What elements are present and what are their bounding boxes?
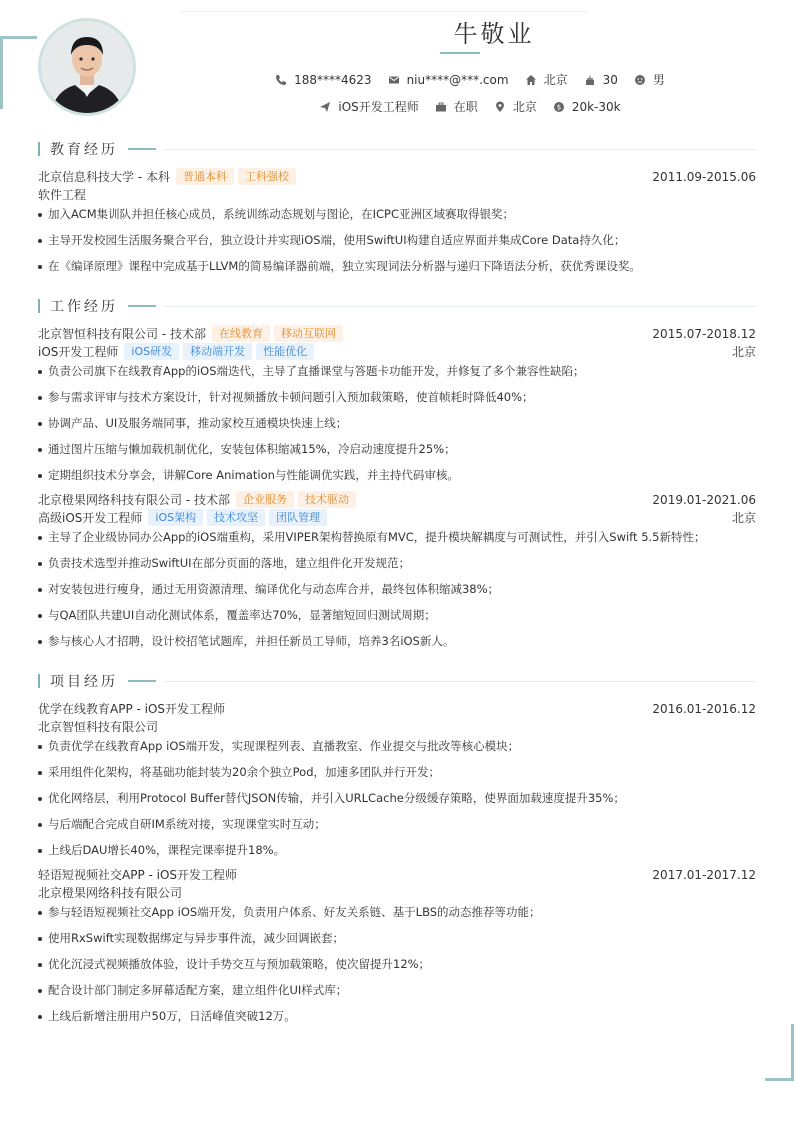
- work-entry-header: [38, 491, 756, 508]
- school-tag: 工科强校: [238, 168, 296, 185]
- work-location: 北京: [731, 345, 756, 359]
- role-tag: 团队管理: [269, 509, 327, 526]
- target-city-text: 北京: [512, 100, 537, 114]
- contact-info-row: [150, 71, 790, 88]
- list-item: 配合设计部门制定多屏幕适配方案，建立组件化UI样式库；: [38, 983, 756, 1009]
- send-icon: [319, 101, 331, 113]
- age-text: 30: [602, 72, 618, 87]
- project-name: 优学在线教育APP - iOS开发工程师: [38, 702, 226, 716]
- projects-section-title: 项目经历: [38, 672, 756, 690]
- major-row: [38, 186, 756, 203]
- city-text: 北京: [543, 73, 568, 87]
- company-tag: 移动互联网: [274, 325, 343, 342]
- list-item: 上线后新增注册用户50万，日活峰值突破12万。: [38, 1009, 756, 1035]
- school-tag: 普通本科: [176, 168, 234, 185]
- gender-icon: [634, 74, 646, 86]
- role-title: 高级iOS开发工程师: [38, 511, 143, 525]
- education-entry-header: [38, 168, 756, 185]
- list-item: 对安装包进行瘦身，通过无用资源清理、编译优化与动态库合并，最终包体积缩减38%；: [38, 582, 756, 608]
- project-entry-header: [38, 866, 756, 883]
- svg-text:$: $: [556, 103, 562, 111]
- company-name: 北京橙果网络科技有限公司 - 技术部: [38, 493, 230, 507]
- status-text: 在职: [453, 100, 478, 114]
- email-text: niu****@***.com: [406, 72, 509, 87]
- project-company: 北京智恒科技有限公司: [38, 720, 159, 734]
- project-company-row: [38, 884, 756, 901]
- list-item: 定期组织技术分享会，讲解Core Animation与性能调优实践，并主持代码审核。: [38, 468, 756, 494]
- role-title: iOS开发工程师: [38, 345, 119, 359]
- top-divider: [180, 11, 588, 12]
- gender-item: [634, 71, 665, 88]
- briefcase-icon: [435, 101, 447, 113]
- target-city-item: [494, 98, 537, 115]
- position-item: [319, 98, 418, 115]
- list-item: 采用组件化架构，将基础功能封装为20余个独立Pod，加速多团队并行开发；: [38, 765, 756, 791]
- work-period: 2015.07-2018.12: [652, 326, 756, 341]
- list-item: 负责技术选型并推动SwiftUI在部分页面的落地，建立组件化开发规范；: [38, 556, 756, 582]
- city-item: [525, 71, 568, 88]
- project-company-row: [38, 718, 756, 735]
- work-role-row: [38, 343, 756, 360]
- job-intention-row: [150, 98, 790, 115]
- list-item: 通过图片压缩与懒加载机制优化，安装包体积缩减15%，冷启动速度提升25%；: [38, 442, 756, 468]
- project-bullets: [38, 905, 756, 1035]
- list-item: 参与需求评审与技术方案设计，针对视频播放卡顿问题引入预加载策略，使首帧耗时降低40%；: [38, 390, 756, 416]
- project-company: 北京橙果网络科技有限公司: [38, 886, 183, 900]
- home-icon: [525, 74, 537, 86]
- role-tag: 性能优化: [256, 343, 314, 360]
- company-name: 北京智恒科技有限公司 - 技术部: [38, 327, 206, 341]
- salary-text: 20k-30k: [571, 99, 621, 114]
- corner-decoration-bottom-right: [765, 1024, 794, 1081]
- name-underline: [440, 52, 480, 54]
- list-item: 负责优学在线教育App iOS端开发，实现课程列表、直播教室、作业提交与批改等核心模块；: [38, 739, 756, 765]
- list-item: 协调产品、UI及服务端同事，推动家校互通模块快速上线；: [38, 416, 756, 442]
- school-name: 北京信息科技大学 - 本科: [38, 170, 170, 184]
- work-bullets: [38, 530, 756, 660]
- gender-text: 男: [652, 73, 665, 87]
- phone-text: 188****4623: [294, 72, 372, 87]
- role-tag: 移动端开发: [183, 343, 252, 360]
- project-name: 轻语短视频社交APP - iOS开发工程师: [38, 868, 238, 882]
- role-tag: iOS研发: [124, 343, 179, 360]
- salary-item: [553, 100, 621, 114]
- list-item: 加入ACM集训队并担任核心成员，系统训练动态规划与图论，在ICPC亚洲区域赛取得银奖；: [38, 207, 756, 233]
- project-period: 2017.01-2017.12: [652, 867, 756, 882]
- project-entry-header: [38, 700, 756, 717]
- list-item: 与后端配合完成自研IM系统对接，实现课堂实时互动；: [38, 817, 756, 843]
- education-period: 2011.09-2015.06: [652, 169, 756, 184]
- cake-icon: [584, 74, 596, 86]
- work-entry-header: [38, 325, 756, 342]
- mail-icon: [388, 74, 400, 86]
- list-item: 使用RxSwift实现数据绑定与异步事件流，减少回调嵌套；: [38, 931, 756, 957]
- role-tag: 技术攻坚: [207, 509, 265, 526]
- company-tag: 企业服务: [236, 491, 294, 508]
- role-tag: iOS架构: [148, 509, 203, 526]
- list-item: 优化沉浸式视频播放体验，设计手势交互与预加载策略，使次留提升12%；: [38, 957, 756, 983]
- project-period: 2016.01-2016.12: [652, 701, 756, 716]
- email-item: [388, 73, 509, 87]
- work-bullets: [38, 364, 756, 494]
- major-text: 软件工程: [38, 188, 87, 202]
- project-bullets: [38, 739, 756, 869]
- list-item: 主导开发校园生活服务聚合平台，独立设计并实现iOS端，使用SwiftUI构建自适应界面并集成Core Data持久化；: [38, 233, 756, 259]
- list-item: 参与轻语短视频社交App iOS端开发，负责用户体系、好友关系链、基于LBS的动态推荐等功能；: [38, 905, 756, 931]
- education-bullets: [38, 207, 756, 285]
- list-item: 优化网络层，利用Protocol Buffer替代JSON传输，并引入URLCache分级缓存策略，使界面加载速度提升35%；: [38, 791, 756, 817]
- education-section-title: 教育经历: [38, 140, 756, 158]
- work-period: 2019.01-2021.06: [652, 492, 756, 507]
- phone-icon: [275, 74, 287, 86]
- list-item: 与QA团队共建UI自动化测试体系，覆盖率达70%，显著缩短回归测试周期；: [38, 608, 756, 634]
- location-pin-icon: [494, 101, 506, 113]
- work-location: 北京: [731, 511, 756, 525]
- list-item: 主导了企业级协同办公App的iOS端重构，采用VIPER架构替换原有MVC，提升模块解耦度与可测试性，并引入Swift 5.5新特性；: [38, 530, 756, 556]
- work-role-row: [38, 509, 756, 526]
- work-section-title: 工作经历: [38, 297, 756, 315]
- coin-icon: [553, 101, 565, 113]
- position-text: iOS开发工程师: [338, 100, 419, 114]
- phone-item: [275, 73, 371, 87]
- age-item: [584, 73, 618, 87]
- list-item: 参与核心人才招聘，设计校招笔试题库，并担任新员工导师，培养3名iOS新人。: [38, 634, 756, 660]
- list-item: 上线后DAU增长40%，课程完课率提升18%。: [38, 843, 756, 869]
- status-item: [435, 98, 478, 115]
- list-item: 负责公司旗下在线教育App的iOS端迭代，主导了直播课堂与答题卡功能开发，并修复了多个兼容性缺陷；: [38, 364, 756, 390]
- company-tag: 在线教育: [212, 325, 270, 342]
- candidate-name: 牛敬业: [453, 20, 535, 48]
- company-tag: 技术驱动: [298, 491, 356, 508]
- list-item: 在《编译原理》课程中完成基于LLVM的简易编译器前端，独立实现词法分析器与递归下降语法分析，获优秀课设奖。: [38, 259, 756, 285]
